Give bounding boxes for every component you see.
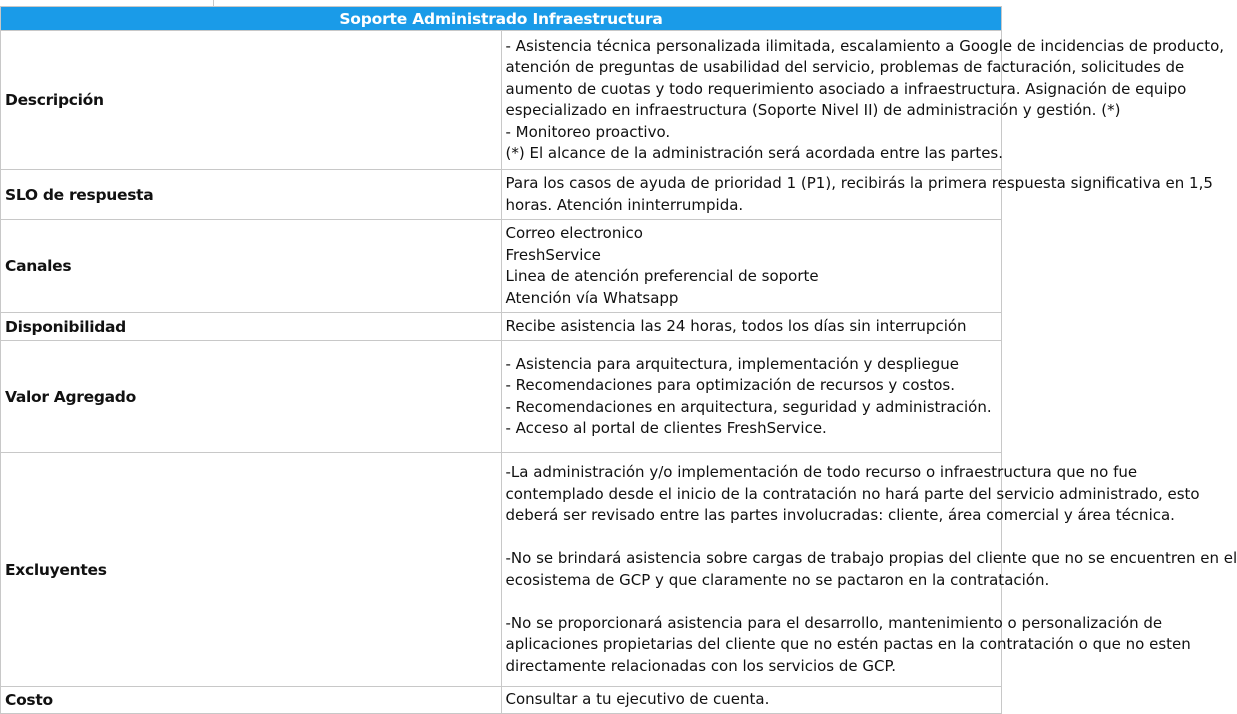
content-line: Para los casos de ayuda de prioridad 1 (P1), recibirás la primera respuesta significativa en 1,5: [505, 174, 1213, 192]
row-content: [501, 31, 1225, 170]
row-label: Excluyentes: [1, 453, 502, 687]
content-line: deberá ser revisado entre las partes involucradas: cliente, área comercial y área técnica.: [505, 506, 1175, 524]
row-label: SLO de respuesta: [1, 170, 502, 220]
row-label: Canales: [1, 220, 502, 313]
content-line: aplicaciones propietarias del cliente que no estén pactas en la contratación o que no esten: [505, 635, 1191, 653]
row-content: [501, 313, 1002, 341]
content-line: aumento de cuotas y todo requerimiento asociado a infraestructura. Asignación de equipo: [505, 79, 1187, 98]
content-line: Atención vía Whatsapp: [505, 288, 679, 307]
table-title: Soporte Administrado Infraestructura: [1, 7, 1002, 31]
row-label: Disponibilidad: [1, 313, 502, 341]
content-line: contemplado desde el inicio de la contratación no hará parte del servicio administrado, esto: [505, 484, 1200, 503]
content-line: Correo electronico: [505, 224, 643, 242]
row-content: [501, 341, 1002, 453]
content-line: -No se proporcionará asistencia para el desarrollo, mantenimiento o personalización de: [505, 613, 1163, 632]
row-canales: [1, 220, 1002, 313]
content-line: - Recomendaciones para optimización de recursos y costos.: [505, 376, 955, 394]
content-line: especializado en infraestructura (Soporte Nivel II) de administración y gestión. (*): [505, 101, 1121, 119]
content-line: -La administración y/o implementación de todo recurso o infraestructura que no fue: [505, 463, 1138, 481]
content-line: horas. Atención ininterrumpida.: [505, 195, 744, 214]
row-label: Descripción: [1, 31, 502, 170]
content-line: directamente relacionadas con los servicios de GCP.: [505, 656, 896, 675]
content-line: (*) El alcance de la administración será acordada entre las partes.: [505, 144, 1004, 162]
row-descripcion: [1, 31, 1002, 170]
content-line: Linea de atención preferencial de soporte: [505, 267, 819, 285]
content-line: FreshService: [505, 245, 601, 264]
paragraph-gap: [506, 591, 1002, 613]
row-excluyentes: [1, 453, 1002, 687]
row-disponibilidad: [1, 313, 1002, 341]
row-valor-agregado: [1, 341, 1002, 453]
row-label: Costo: [1, 687, 502, 714]
row-content: [501, 220, 1002, 313]
content-line: -No se brindará asistencia sobre cargas de trabajo propias del cliente que no se encuentren en el: [505, 549, 1237, 567]
service-table: [0, 6, 1237, 714]
content-line: Consultar a tu ejecutivo de cuenta.: [505, 690, 770, 709]
content-line: - Acceso al portal de clientes FreshService.: [505, 419, 827, 437]
row-label: Valor Agregado: [1, 341, 502, 453]
content-line: ecosistema de GCP y que claramente no se pactaron en la contratación.: [505, 570, 1050, 589]
row-content: [501, 170, 1213, 220]
row-content: [501, 453, 1237, 687]
table-header-row: [1, 7, 1002, 31]
content-line: - Asistencia para arquitectura, implementación y despliegue: [505, 354, 960, 373]
content-line: Recibe asistencia las 24 horas, todos los días sin interrupción: [505, 316, 967, 335]
row-slo: [1, 170, 1002, 220]
content-line: - Recomendaciones en arquitectura, seguridad y administración.: [505, 397, 992, 416]
row-costo: [1, 687, 1002, 714]
row-content: [501, 687, 1002, 714]
content-line: - Asistencia técnica personalizada ilimitada, escalamiento a Google de incidencias de producto,: [505, 36, 1225, 55]
content-line: atención de preguntas de usabilidad del servicio, problemas de facturación, solicitudes de: [505, 58, 1185, 76]
paragraph-gap: [506, 527, 1002, 549]
content-line: - Monitoreo proactivo.: [505, 122, 671, 141]
